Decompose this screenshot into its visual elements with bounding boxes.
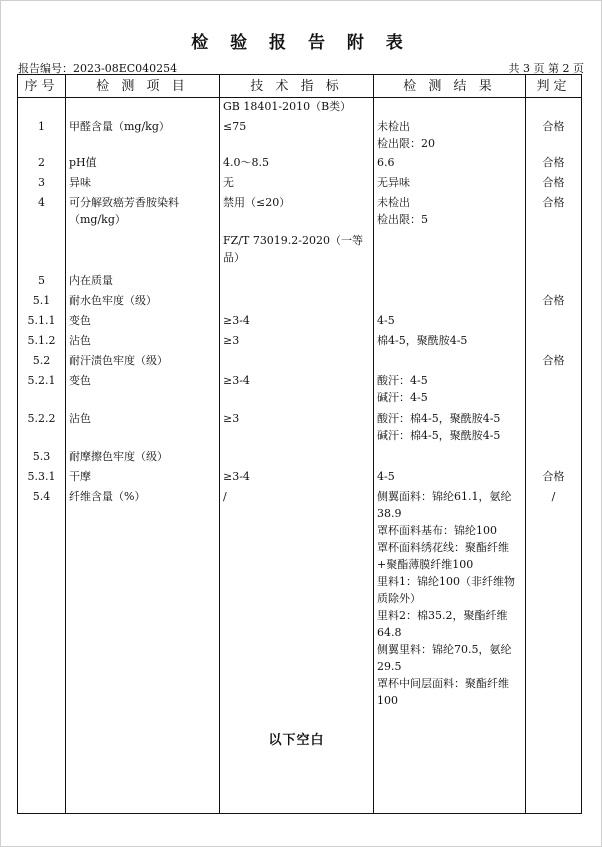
cell-line: 合格 xyxy=(542,469,565,483)
cell-spec xyxy=(220,312,374,332)
cell-line: 检出限：5 xyxy=(377,212,428,226)
cell-line: 4 xyxy=(38,195,45,209)
blank-note: 以下空白 xyxy=(268,732,325,748)
table-row xyxy=(18,118,582,154)
cell-line: 里料2：棉35.2，聚酯纤维64.8 xyxy=(377,608,508,639)
cell-no xyxy=(18,154,66,174)
cell-result xyxy=(374,174,526,194)
cell-item xyxy=(66,292,220,312)
cell-no xyxy=(18,332,66,352)
table-row xyxy=(18,332,582,352)
cell-line: 4-5 xyxy=(377,469,395,483)
table-row xyxy=(18,312,582,332)
cell-item xyxy=(66,332,220,352)
cell-line: 合格 xyxy=(542,119,565,133)
cell-line: 5 xyxy=(38,273,45,287)
cell-verdict xyxy=(526,174,582,194)
cell-item xyxy=(66,194,220,232)
cell-line: ≥3-4 xyxy=(223,469,250,483)
filler-cell xyxy=(220,718,374,814)
cell-line: 5.1.2 xyxy=(27,333,56,347)
cell-result xyxy=(374,118,526,154)
cell-line: GB 18401-2010（B类） xyxy=(223,100,352,113)
cell-no xyxy=(18,194,66,232)
cell-no xyxy=(18,448,66,468)
cell-line: 里料1：锦纶100（非纤维物质除外） xyxy=(377,574,515,605)
cell-no xyxy=(18,118,66,154)
table-header-row xyxy=(18,75,582,98)
cell-line: 5.1 xyxy=(32,293,51,307)
cell-line: 罩杯面料基布：锦纶100 xyxy=(377,523,497,537)
cell-line: 可分解致癌芳香胺染料（mg/kg） xyxy=(69,195,179,226)
table-row xyxy=(18,232,582,272)
report-number: 报告编号：2023-08EC040254 xyxy=(18,62,178,75)
cell-item xyxy=(66,154,220,174)
cell-line: 沾色 xyxy=(69,333,91,347)
cell-line: 5.4 xyxy=(32,489,51,503)
cell-result xyxy=(374,410,526,448)
table-row xyxy=(18,194,582,232)
cell-spec xyxy=(220,292,374,312)
cell-result xyxy=(374,272,526,292)
cell-no xyxy=(18,352,66,372)
cell-no xyxy=(18,98,66,118)
cell-item xyxy=(66,468,220,488)
cell-line: 干摩 xyxy=(69,469,91,483)
cell-line: 无异味 xyxy=(377,175,410,189)
cell-line: pH值 xyxy=(69,155,97,169)
page-info: 共 3 页 第 2 页 xyxy=(508,62,584,75)
cell-result xyxy=(374,98,526,118)
cell-line: / xyxy=(223,489,227,503)
table-row xyxy=(18,272,582,292)
cell-item xyxy=(66,488,220,718)
header-item: 检 测 项 目 xyxy=(66,75,220,98)
cell-line: 未检出 xyxy=(377,119,410,133)
cell-line: ≥3-4 xyxy=(223,373,250,387)
cell-line: 无 xyxy=(223,175,234,189)
cell-verdict xyxy=(526,410,582,448)
cell-line: ≥3 xyxy=(223,333,240,347)
filler-cell xyxy=(18,718,66,814)
cell-spec xyxy=(220,352,374,372)
cell-line: ≥3 xyxy=(223,411,240,425)
table-row xyxy=(18,174,582,194)
cell-result xyxy=(374,194,526,232)
cell-item xyxy=(66,410,220,448)
cell-result xyxy=(374,372,526,410)
cell-line: 变色 xyxy=(69,373,91,387)
cell-line: ≥3-4 xyxy=(223,313,250,327)
table-row xyxy=(18,154,582,174)
cell-line: 碱汗：棉4-5，聚酰胺4-5 xyxy=(377,428,501,442)
cell-spec xyxy=(220,118,374,154)
cell-line: 5.2.1 xyxy=(27,373,56,387)
filler-cell xyxy=(374,718,526,814)
cell-line: 4-5 xyxy=(377,313,395,327)
cell-no xyxy=(18,410,66,448)
cell-spec xyxy=(220,488,374,718)
cell-line: 1 xyxy=(38,119,45,133)
cell-item xyxy=(66,372,220,410)
cell-no xyxy=(18,174,66,194)
cell-verdict xyxy=(526,154,582,174)
cell-line: 4.0～8.5 xyxy=(223,155,269,169)
cell-line: FZ/T 73019.2-2020（一等品） xyxy=(223,233,364,264)
header-result: 检 测 结 果 xyxy=(374,75,526,98)
filler-row xyxy=(18,718,582,814)
cell-result xyxy=(374,488,526,718)
cell-spec xyxy=(220,372,374,410)
cell-verdict xyxy=(526,292,582,312)
header-no: 序号 xyxy=(18,75,66,98)
cell-item xyxy=(66,174,220,194)
cell-verdict xyxy=(526,312,582,332)
cell-line: 合格 xyxy=(542,353,565,367)
cell-verdict xyxy=(526,272,582,292)
cell-line: 酸汗：棉4-5，聚酰胺4-5 xyxy=(377,411,501,425)
cell-line: 合格 xyxy=(542,195,565,209)
cell-line: 禁用（≤20） xyxy=(223,195,291,209)
table-row xyxy=(18,448,582,468)
filler-cell xyxy=(66,718,220,814)
cell-line: 5.2 xyxy=(32,353,51,367)
cell-line: 6.6 xyxy=(377,155,395,169)
cell-verdict xyxy=(526,232,582,272)
table-row xyxy=(18,98,582,118)
cell-item xyxy=(66,232,220,272)
cell-line: 沾色 xyxy=(69,411,91,425)
cell-line: 耐汗渍色牢度（级） xyxy=(69,353,168,367)
cell-spec xyxy=(220,410,374,448)
cell-verdict xyxy=(526,352,582,372)
cell-result xyxy=(374,332,526,352)
cell-result xyxy=(374,468,526,488)
cell-line: 2 xyxy=(38,155,45,169)
cell-line: 内在质量 xyxy=(69,273,113,287)
table-row xyxy=(18,372,582,410)
cell-spec xyxy=(220,332,374,352)
cell-no xyxy=(18,292,66,312)
cell-line: 合格 xyxy=(542,175,565,189)
cell-spec xyxy=(220,232,374,272)
table-row xyxy=(18,410,582,448)
cell-spec xyxy=(220,174,374,194)
cell-line: 5.2.2 xyxy=(27,411,56,425)
cell-item xyxy=(66,118,220,154)
cell-line: 5.3 xyxy=(32,449,51,463)
cell-spec xyxy=(220,468,374,488)
cell-verdict xyxy=(526,98,582,118)
table-row xyxy=(18,352,582,372)
cell-no xyxy=(18,372,66,410)
cell-result xyxy=(374,232,526,272)
cell-verdict xyxy=(526,448,582,468)
cell-verdict xyxy=(526,468,582,488)
page-title: 检 验 报 告 附 表 xyxy=(191,33,411,53)
cell-item xyxy=(66,272,220,292)
cell-item xyxy=(66,448,220,468)
cell-line: 异味 xyxy=(69,175,91,189)
cell-spec xyxy=(220,448,374,468)
cell-result xyxy=(374,312,526,332)
cell-line: 检出限：20 xyxy=(377,136,435,150)
cell-item xyxy=(66,312,220,332)
cell-item xyxy=(66,98,220,118)
cell-line: 碱汗：4-5 xyxy=(377,390,428,404)
table-row xyxy=(18,468,582,488)
cell-no xyxy=(18,468,66,488)
cell-no xyxy=(18,272,66,292)
cell-verdict xyxy=(526,118,582,154)
header-verdict: 判定 xyxy=(526,75,582,98)
cell-spec xyxy=(220,154,374,174)
cell-line: 酸汗：4-5 xyxy=(377,373,428,387)
cell-line: 耐摩擦色牢度（级） xyxy=(69,449,168,463)
table-row xyxy=(18,488,582,718)
cell-line: 纤维含量（%） xyxy=(69,489,146,503)
cell-verdict xyxy=(526,332,582,352)
cell-result xyxy=(374,154,526,174)
cell-line: 棉4-5，聚酰胺4-5 xyxy=(377,333,468,347)
header-spec: 技 术 指 标 xyxy=(220,75,374,98)
cell-no xyxy=(18,488,66,718)
cell-line: 侧翼面料：锦纶61.1，氨纶38.9 xyxy=(377,489,512,520)
cell-verdict xyxy=(526,194,582,232)
cell-verdict xyxy=(526,372,582,410)
cell-line: 罩杯面料绣花线：聚酯纤维+聚酯薄膜纤维100 xyxy=(377,540,509,571)
cell-line: 合格 xyxy=(542,155,565,169)
table-row xyxy=(18,292,582,312)
cell-result xyxy=(374,292,526,312)
cell-spec xyxy=(220,194,374,232)
cell-line: 5.1.1 xyxy=(27,313,56,327)
cell-result xyxy=(374,448,526,468)
cell-line: 甲醛含量（mg/kg） xyxy=(69,119,170,133)
cell-no xyxy=(18,312,66,332)
report-table xyxy=(17,74,582,814)
cell-line: ≤75 xyxy=(223,119,247,133)
cell-line: 3 xyxy=(38,175,45,189)
cell-line: 5.3.1 xyxy=(27,469,56,483)
cell-line: 未检出 xyxy=(377,195,410,209)
cell-line: / xyxy=(551,489,556,503)
cell-no xyxy=(18,232,66,272)
cell-line: 耐水色牢度（级） xyxy=(69,293,157,307)
cell-line: 变色 xyxy=(69,313,91,327)
cell-spec xyxy=(220,272,374,292)
cell-verdict xyxy=(526,488,582,718)
cell-line: 合格 xyxy=(542,293,565,307)
cell-line: 侧翼里料：锦纶70.5，氨纶29.5 xyxy=(377,642,512,673)
filler-cell xyxy=(526,718,582,814)
cell-spec xyxy=(220,98,374,118)
cell-result xyxy=(374,352,526,372)
cell-line: 罩杯中间层面料：聚酯纤维100 xyxy=(377,676,509,707)
cell-item xyxy=(66,352,220,372)
